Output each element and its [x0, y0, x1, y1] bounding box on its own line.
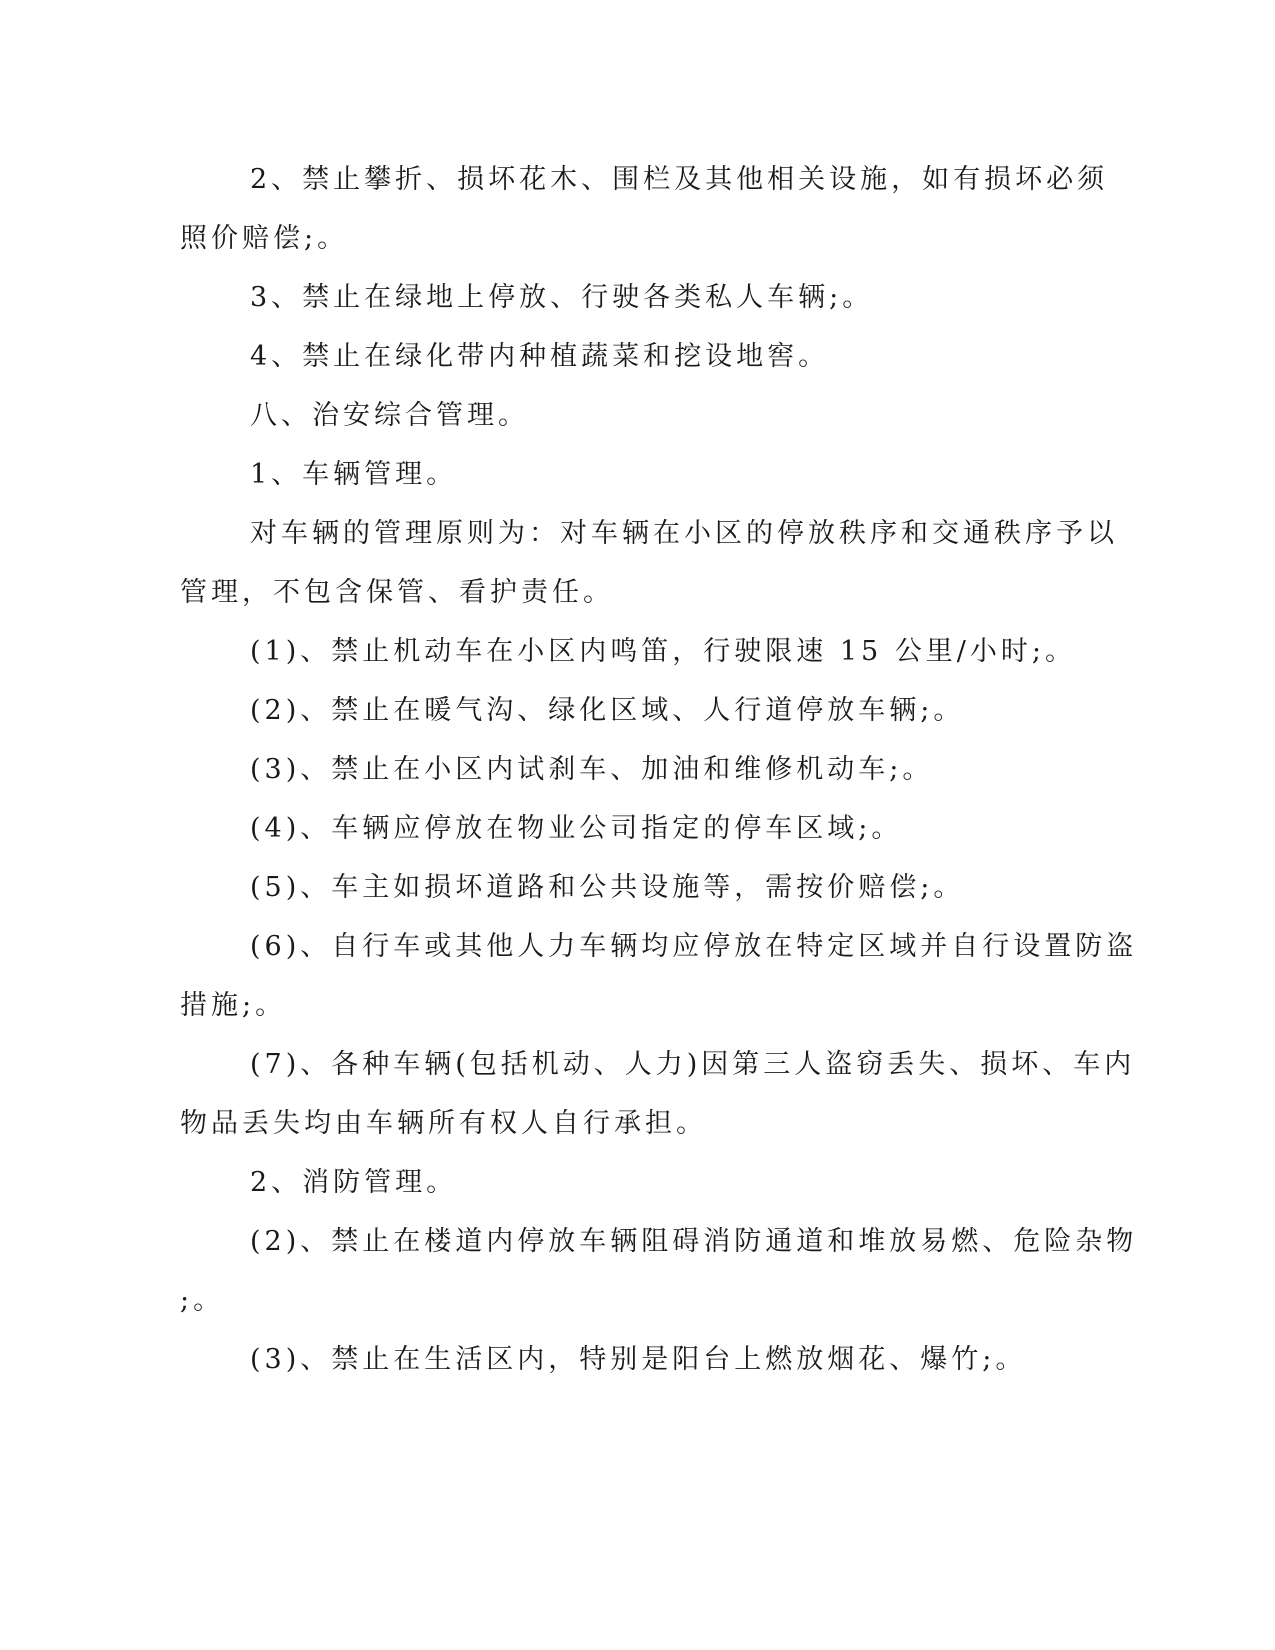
list-item: (1)、禁止机动车在小区内鸣笛，行驶限速 15 公里/小时;。: [250, 636, 1076, 667]
list-item: (2)、禁止在楼道内停放车辆阻碍消防通道和堆放易燃、危险杂物: [250, 1226, 1138, 1257]
section-heading: 八、治安综合管理。: [250, 400, 529, 431]
paragraph-line: 对车辆的管理原则为：对车辆在小区的停放秩序和交通秩序予以: [250, 518, 1118, 549]
list-item: (3)、禁止在小区内试刹车、加油和维修机动车;。: [250, 754, 934, 785]
list-item: (7)、各种车辆(包括机动、人力)因第三人盗窃丢失、损坏、车内: [250, 1049, 1136, 1080]
paragraph-line: 2、禁止攀折、损坏花木、围栏及其他相关设施，如有损坏必须: [250, 164, 1109, 195]
list-item-continuation: 措施;。: [180, 990, 287, 1021]
subsection-heading: 2、消防管理。: [250, 1167, 458, 1198]
list-item-continuation: ;。: [180, 1285, 225, 1316]
list-item-continuation: 物品丢失均由车辆所有权人自行承担。: [180, 1108, 707, 1139]
paragraph-line: 3、禁止在绿地上停放、行驶各类私人车辆;。: [250, 282, 874, 313]
paragraph-line: 管理，不包含保管、看护责任。: [180, 577, 614, 608]
subsection-heading: 1、车辆管理。: [250, 459, 458, 490]
paragraph-line: 照价赔偿;。: [180, 223, 349, 254]
list-item: (5)、车主如损坏道路和公共设施等，需按价赔偿;。: [250, 872, 965, 903]
list-item: (3)、禁止在生活区内，特别是阳台上燃放烟花、爆竹;。: [250, 1344, 1027, 1375]
paragraph-line: 4、禁止在绿化带内种植蔬菜和挖设地窖。: [250, 341, 830, 372]
list-item: (4)、车辆应停放在物业公司指定的停车区域;。: [250, 813, 903, 844]
list-item: (6)、自行车或其他人力车辆均应停放在特定区域并自行设置防盗: [250, 931, 1138, 962]
list-item: (2)、禁止在暖气沟、绿化区域、人行道停放车辆;。: [250, 695, 965, 726]
